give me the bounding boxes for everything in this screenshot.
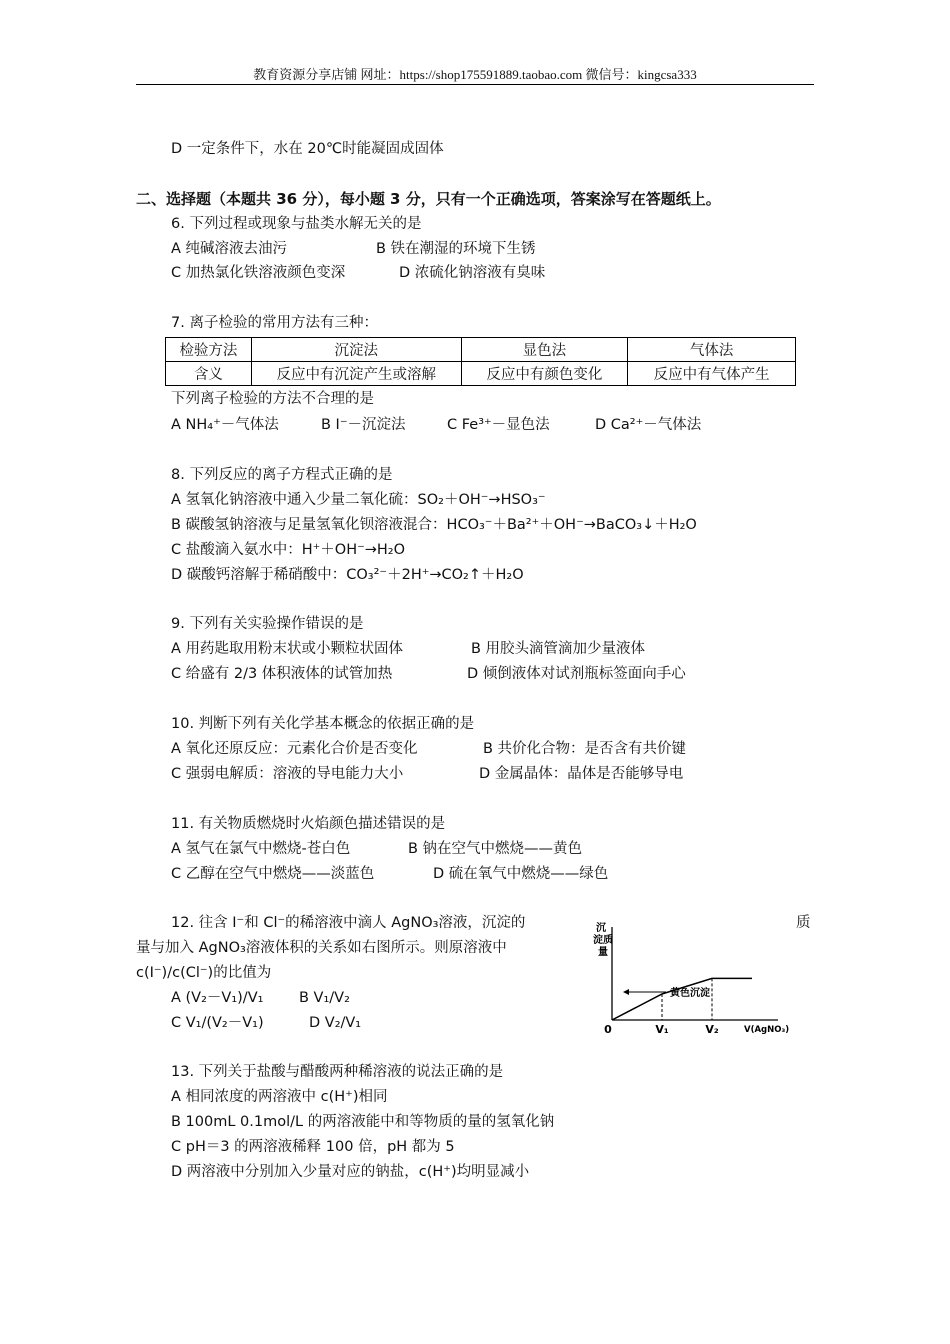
page-header: 教育资源分享店铺 网址：https://shop175591889.taobao.com 微信号：kingcsa333 [253, 67, 697, 82]
origin-label: 0 [604, 1023, 612, 1036]
x-tick-v1: V₁ [655, 1023, 669, 1036]
header-divider [136, 84, 814, 85]
q13-option-a: A 相同浓度的两溶液中 c(H⁺)相同 [171, 1089, 388, 1105]
q6-stem: 6. 下列过程或现象与盐类水解无关的是 [171, 216, 422, 232]
q12-option-b: B V₁/V₂ [299, 990, 350, 1006]
q6-option-d: D 浓硫化钠溶液有臭味 [399, 265, 546, 281]
q11-option-d: D 硫在氧气中燃烧——绿色 [433, 866, 609, 882]
q8-option-a: A 氢氧化钠溶液中通入少量二氧化硫：SO₂＋OH⁻→HSO₃⁻ [171, 492, 546, 508]
q13-stem: 13. 下列关于盐酸与醋酸两种稀溶液的说法正确的是 [171, 1064, 504, 1080]
q12-stem-line3: c(I⁻)/c(Cl⁻)的比值为 [136, 965, 272, 981]
precipitate-series-line [612, 978, 752, 1020]
q8-option-d: D 碳酸钙溶解于稀硝酸中：CO₃²⁻＋2H⁺→CO₂↑＋H₂O [171, 567, 524, 583]
prev-option-d: D 一定条件下，水在 20℃时能凝固成固体 [171, 141, 444, 157]
table-cell: 气体法 [628, 338, 796, 362]
q12-stem-word: 质 [796, 915, 811, 931]
q7-option-c: C Fe³⁺－显色法 [447, 417, 550, 433]
table-cell: 含义 [166, 362, 252, 386]
q10-option-a: A 氧化还原反应：元素化合价是否变化 [171, 741, 418, 757]
q7-question: 下列离子检验的方法不合理的是 [171, 391, 374, 407]
table-cell: 沉淀法 [251, 338, 461, 362]
y-axis-label: 沉 [596, 923, 606, 934]
q6-option-b: B 铁在潮湿的环境下生锈 [376, 241, 536, 257]
q8-option-c: C 盐酸滴入氨水中：H⁺＋OH⁻→H₂O [171, 542, 406, 558]
table-row [166, 362, 796, 386]
table-cell: 反应中有气体产生 [628, 362, 796, 386]
q9-option-d: D 倾倒液体对试剂瓶标签面向手心 [467, 666, 686, 682]
q10-option-c: C 强弱电解质：溶液的导电能力大小 [171, 766, 404, 782]
q10-option-b: B 共价化合物：是否含有共价键 [483, 741, 687, 757]
q11-stem: 11. 有关物质燃烧时火焰颜色描述错误的是 [171, 816, 446, 832]
y-axis-label: 量 [598, 947, 608, 958]
q6-option-a: A 纯碱溶液去油污 [171, 241, 288, 257]
q7-option-a: A NH₄⁺－气体法 [171, 417, 279, 433]
q12-stem-line1: 12. 往含 I⁻和 Cl⁻的稀溶液中滴人 AgNO₃溶液，沉淀的 [171, 915, 526, 931]
q11-option-b: B 钠在空气中燃烧——黄色 [408, 841, 583, 857]
q13-option-c: C pH＝3 的两溶液稀释 100 倍，pH 都为 5 [171, 1139, 455, 1155]
q12-option-d: D V₂/V₁ [309, 1015, 362, 1031]
q9-stem: 9. 下列有关实验操作错误的是 [171, 616, 364, 632]
q13-option-d: D 两溶液中分别加入少量对应的钠盐，c(H⁺)均明显减小 [171, 1164, 530, 1180]
q11-option-a: A 氢气在氯气中燃烧-苍白色 [171, 841, 351, 857]
q9-option-c: C 给盛有 2/3 体积液体的试管加热 [171, 666, 393, 682]
ion-test-table [165, 337, 796, 386]
q7-stem: 7. 离子检验的常用方法有三种： [171, 315, 378, 331]
q8-stem: 8. 下列反应的离子方程式正确的是 [171, 467, 393, 483]
q10-stem: 10. 判断下列有关化学基本概念的依据正确的是 [171, 716, 475, 732]
q9-option-a: A 用药匙取用粉末状或小颗粒状固体 [171, 641, 404, 657]
q10-option-d: D 金属晶体：晶体是否能够导电 [479, 766, 684, 782]
q12-stem-line2: 量与加入 AgNO₃溶液体积的关系如右图所示。则原溶液中 [136, 940, 507, 956]
precipitate-chart [590, 915, 790, 1040]
section-title: 二、选择题（本题共 36 分），每小题 3 分，只有一个正确选项，答案涂写在答题纸上。 [136, 190, 721, 208]
q13-option-b: B 100mL 0.1mol/L 的两溶液能中和等物质的量的氢氧化钠 [171, 1114, 555, 1130]
table-cell: 反应中有颜色变化 [461, 362, 628, 386]
yellow-precipitate-label: 黄色沉淀 [670, 988, 710, 999]
table-cell: 显色法 [461, 338, 628, 362]
x-tick-v2: V₂ [705, 1023, 719, 1036]
x-axis-label: V(AgNO₃) [744, 1025, 790, 1035]
q6-option-c: C 加热氯化铁溶液颜色变深 [171, 265, 346, 281]
q12-option-c: C V₁/(V₂－V₁) [171, 1015, 264, 1031]
q8-option-b: B 碳酸氢钠溶液与足量氢氧化钡溶液混合：HCO₃⁻＋Ba²⁺＋OH⁻→BaCO₃↓＋H₂O [171, 517, 697, 533]
q11-option-c: C 乙醇在空气中燃烧——淡蓝色 [171, 866, 375, 882]
y-axis-label: 淀质 [593, 935, 613, 946]
table-header-row [166, 338, 796, 362]
q7-option-b: B I⁻－沉淀法 [321, 417, 406, 433]
q12-option-a: A (V₂－V₁)/V₁ [171, 990, 264, 1006]
q9-option-b: B 用胶头滴管滴加少量液体 [471, 641, 646, 657]
table-cell: 反应中有沉淀产生或溶解 [251, 362, 461, 386]
table-cell: 检验方法 [166, 338, 252, 362]
q7-option-d: D Ca²⁺－气体法 [595, 417, 702, 433]
